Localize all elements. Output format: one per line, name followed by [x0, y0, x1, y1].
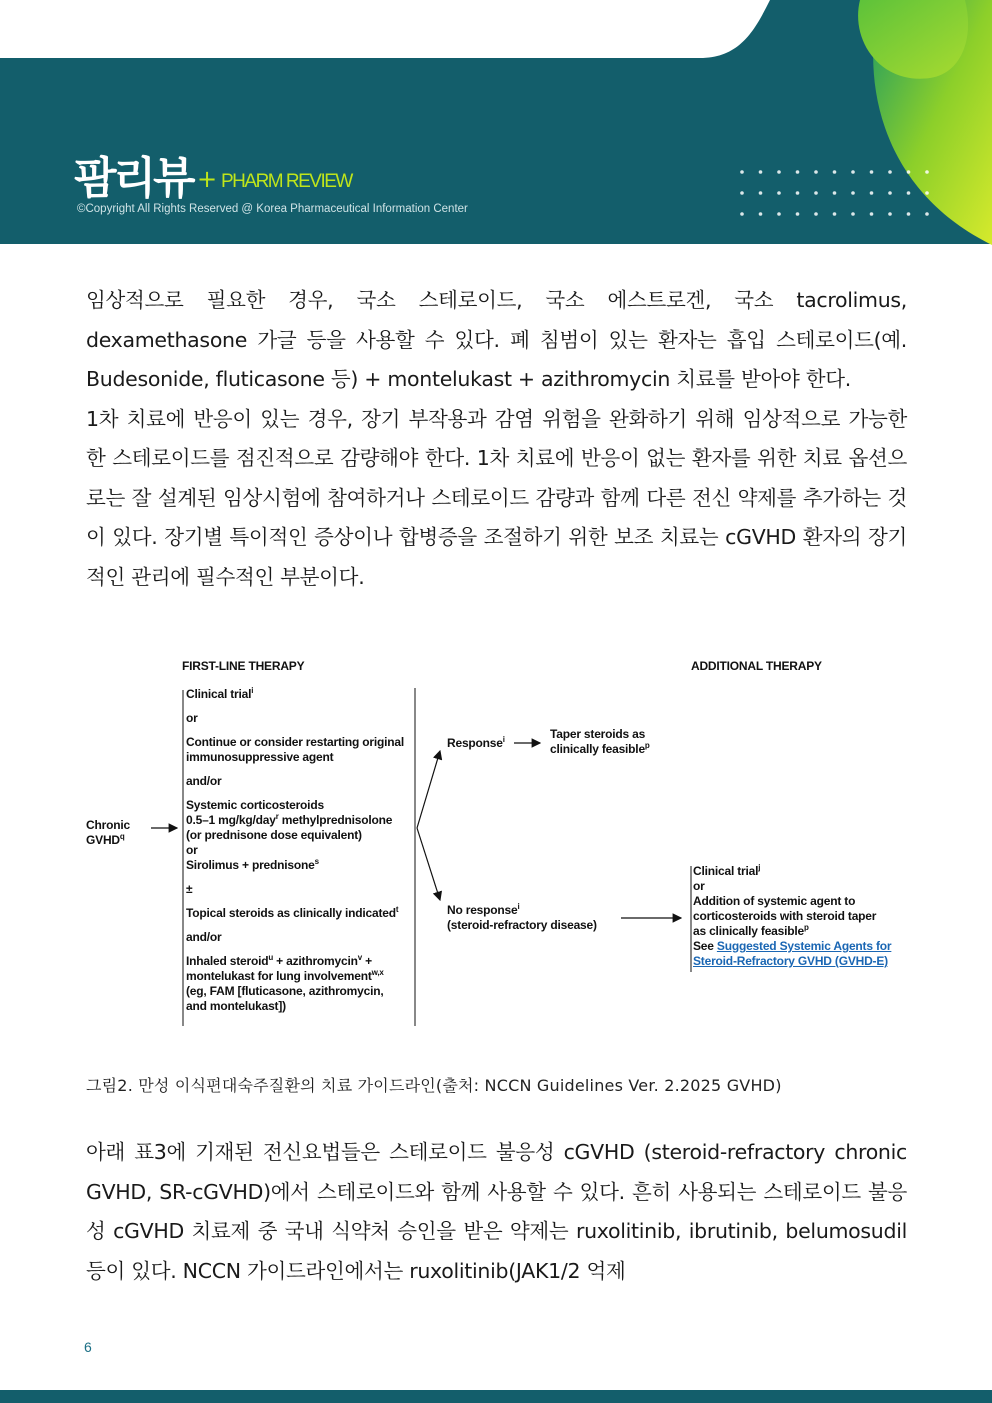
decor-dot [888, 212, 892, 216]
page-number: 6 [84, 1339, 92, 1355]
taper-steroids-node: Taper steroids as clinically feasible$^p$ [550, 727, 650, 756]
treatment-flowchart [84, 656, 914, 1036]
start-node-chronic-gvhd: Chronic GVHD$^q$ [86, 818, 130, 847]
decor-dot [740, 191, 744, 195]
decor-dot [759, 212, 763, 216]
body-paragraph-2 [86, 1133, 907, 1291]
decor-dot [925, 212, 929, 216]
decor-dot [833, 191, 837, 195]
decor-dot [925, 191, 929, 195]
brand-title: 팜리뷰 [74, 153, 193, 204]
decor-dot [814, 170, 818, 174]
decor-dot [851, 170, 855, 174]
decor-dot [851, 191, 855, 195]
decor-dot [814, 191, 818, 195]
decor-dot [870, 191, 874, 195]
decor-dot [851, 212, 855, 216]
decor-dot [740, 212, 744, 216]
decor-dot [870, 170, 874, 174]
first-line-options: Clinical trial$^i$ or Continue or consider restarting original immunosuppressive agent and/or Systemic corticosteroids 0.5–1 mg/kg/day$^r$ methylprednisolone (or prednisone dose equivalent) or Sirolimus + prednisone$^s$ ± Topical steroids as clinically indicated$^t$ and/or Inhaled steroid$^u$ + azithromycin$^v$ + montelukast for lung involvement$^{w,x}$ (eg, FAM [fluticasone, azithromycin, and montelukast]) [186, 686, 405, 1013]
paragraph-text: 1차 치료에 반응이 있는 경우, 장기 부작용과 감염 위험을 완화하기 위해 임상적으로 가능한 한 스테로이드를 점진적으로 감량해야 한다. 1차 치료에 반응이 없는 환자를 위한 치료 옵션으로는 잘 설계된 임상시험에 참여하거나 스테로이드 감량과 함께 다른 전신 약제를 추가하는 것이 있다. 장기별 특이적인 증상이나 합병증을 조절하기 위한 보조 치료는 cGVHD 환자의 장기적인 관리에 필수적인 부분이다. [86, 406, 907, 589]
dot-grid [740, 170, 929, 216]
decor-dot [907, 170, 911, 174]
paragraph-text: 임상적으로 필요한 경우, 국소 스테로이드, 국소 에스트로겐, 국소 tacrolimus, dexamethasone 가글 등을 사용할 수 있다. 폐 침범이 있는 환자는 흡입 스테로이드(예. Budesonide, fluticasone 등) + montelukast + azithromycin 치료를 받아야 한다. [86, 288, 907, 391]
decor-dot [870, 212, 874, 216]
body-paragraph-1 [86, 281, 907, 597]
gvhd-e-link-line2[interactable]: Steroid-Refractory GVHD (GVHD-E) [693, 954, 888, 968]
decor-dot [777, 191, 781, 195]
decor-dot [777, 212, 781, 216]
decor-dot [907, 191, 911, 195]
decor-dot [925, 170, 929, 174]
decor-dot [796, 212, 800, 216]
decor-dot [833, 212, 837, 216]
decor-dot [833, 170, 837, 174]
brand-subtitle: PHARM REVIEW [221, 171, 352, 192]
brand-plus: + [197, 165, 218, 193]
paragraph-text: 아래 표3에 기재된 전신요법들은 스테로이드 불응성 cGVHD (steroid-refractory chronic GVHD, SR-cGVHD)에서 스테로이드와 함께 사용할 수 있다. 흔히 사용되는 스테로이드 불응성 cGVHD 치료제 중 국내 식약처 승인을 받은 약제는 ruxolitinib, ibrutinib, belumosudil 등이 있다. NCCN 가이드라인에서는 ruxolitinib(JAK1/2 억제 [86, 1140, 907, 1283]
decor-dot [740, 170, 744, 174]
no-response-node: No response$^i$ (steroid-refractory disease) [447, 902, 597, 932]
first-line-heading: FIRST-LINE THERAPY [182, 659, 305, 673]
decor-dot [907, 212, 911, 216]
decor-dot [814, 212, 818, 216]
gvhd-e-link[interactable]: Suggested Systemic Agents for [716, 939, 892, 953]
decor-dot [759, 170, 763, 174]
decor-dot [796, 170, 800, 174]
footer-bar [0, 1390, 992, 1403]
response-node: Response$^i$ [447, 735, 505, 750]
decor-dot [796, 191, 800, 195]
decor-dot [777, 170, 781, 174]
additional-heading: ADDITIONAL THERAPY [691, 659, 822, 673]
figure-caption: 그림2. 만성 이식편대숙주질환의 치료 가이드라인(출처: NCCN Guidelines Ver. 2.2025 GVHD) [86, 1076, 782, 1095]
decor-dot [888, 170, 892, 174]
decor-dot [888, 191, 892, 195]
decor-dot [759, 191, 763, 195]
copyright-notice: ©Copyright All Rights Reserved @ Korea Pharmaceutical Information Center [77, 203, 468, 215]
additional-therapy-options: Clinical trial$^j$ or Addition of systemic agent to corticosteroids with steroid taper as clinically feasible$^p$ See Suggested Systemic Agents for Steroid-Refractory GVHD (GVHD-E) [693, 863, 892, 968]
